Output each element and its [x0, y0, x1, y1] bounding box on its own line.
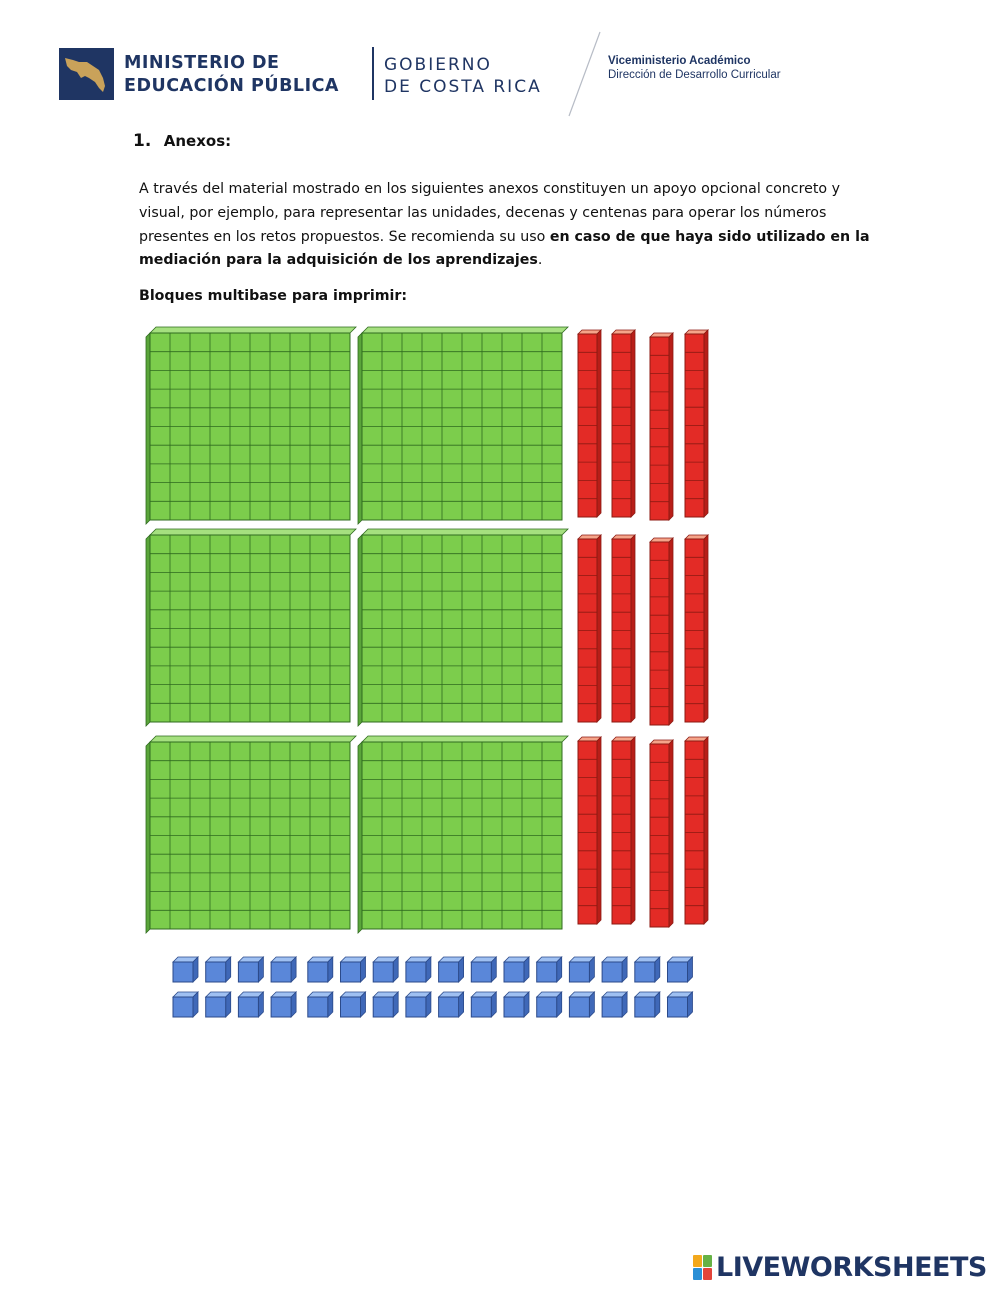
liveworksheets-logo-icon [693, 1255, 712, 1280]
unit-cube [635, 957, 660, 982]
unit-cube [471, 992, 496, 1017]
hundred-flat [146, 736, 356, 933]
unit-cube [602, 992, 627, 1017]
ten-rod [650, 538, 673, 725]
paragraph-emphasis: en caso de que haya sido utilizado en la mediación para la adquisición de los aprendizajes [139, 228, 870, 269]
ten-rod [578, 737, 601, 924]
ten-rod [578, 330, 601, 517]
unit-cube [537, 957, 562, 982]
unit-cube [406, 992, 431, 1017]
unit-cube [504, 957, 529, 982]
vice-title: Viceministerio Académico [608, 55, 751, 67]
unit-cube [308, 992, 333, 1017]
blocks-subtitle: Bloques multibase para imprimir: [139, 288, 408, 304]
unit-cube [439, 992, 464, 1017]
hundred-flat [146, 327, 356, 524]
ten-rod [578, 535, 601, 722]
hundred-flat [146, 529, 356, 726]
intro-paragraph: A través del material mostrado en los siguientes anexos constituyen un apoyo opcional concreto y visual, por ejemplo, para representar las unidades, decenas y centenas para operar los números presentes en los retos propuestos. Se recomienda su uso en caso de que haya sido utilizado en la mediación para la adquisición de los aprendizajes. [139, 181, 870, 269]
unit-cube [238, 957, 263, 982]
ten-rod [612, 330, 635, 517]
unit-cube [308, 957, 333, 982]
unit-cube [173, 957, 198, 982]
ten-rod [650, 740, 673, 927]
unit-cube [635, 992, 660, 1017]
ten-rod [650, 333, 673, 520]
unit-cube [602, 957, 627, 982]
unit-cube [271, 992, 296, 1017]
unit-cube [206, 992, 231, 1017]
unit-cube [537, 992, 562, 1017]
unit-cube [569, 992, 594, 1017]
ten-rod [685, 737, 708, 924]
unit-cube [668, 992, 693, 1017]
unit-cube [668, 957, 693, 982]
unit-cube [373, 957, 398, 982]
unit-cube [206, 957, 231, 982]
ministry-name: MINISTERIO DE EDUCACIÓN PÚBLICA [124, 53, 339, 96]
section-label: Anexos: [163, 132, 232, 150]
unit-cube [341, 992, 366, 1017]
unit-cube [238, 992, 263, 1017]
hundred-flat [358, 327, 568, 524]
unit-cube [569, 957, 594, 982]
liveworksheets-footer [693, 1252, 987, 1283]
government-name: GOBIERNO DE COSTA RICA [384, 55, 542, 97]
logo-square-4 [703, 1268, 712, 1280]
unit-cube [471, 957, 496, 982]
vice-subtitle: Dirección de Desarrollo Curricular [608, 69, 781, 81]
ten-rod [685, 330, 708, 517]
unit-cube [406, 957, 431, 982]
logo-square-1 [693, 1255, 702, 1267]
unit-cube [271, 957, 296, 982]
unit-cube [373, 992, 398, 1017]
hundred-flat [358, 529, 568, 726]
unit-cube [341, 957, 366, 982]
liveworksheets-brand: LIVEWORKSHEETS [716, 1252, 987, 1283]
logo-square-2 [703, 1255, 712, 1267]
ten-rod [685, 535, 708, 722]
ten-rod [612, 535, 635, 722]
hundred-flat [358, 736, 568, 933]
section-number: 1. [133, 131, 152, 151]
unit-cube [173, 992, 198, 1017]
logo-square-3 [693, 1268, 702, 1280]
ten-rod [612, 737, 635, 924]
unit-cube [439, 957, 464, 982]
unit-cube [504, 992, 529, 1017]
